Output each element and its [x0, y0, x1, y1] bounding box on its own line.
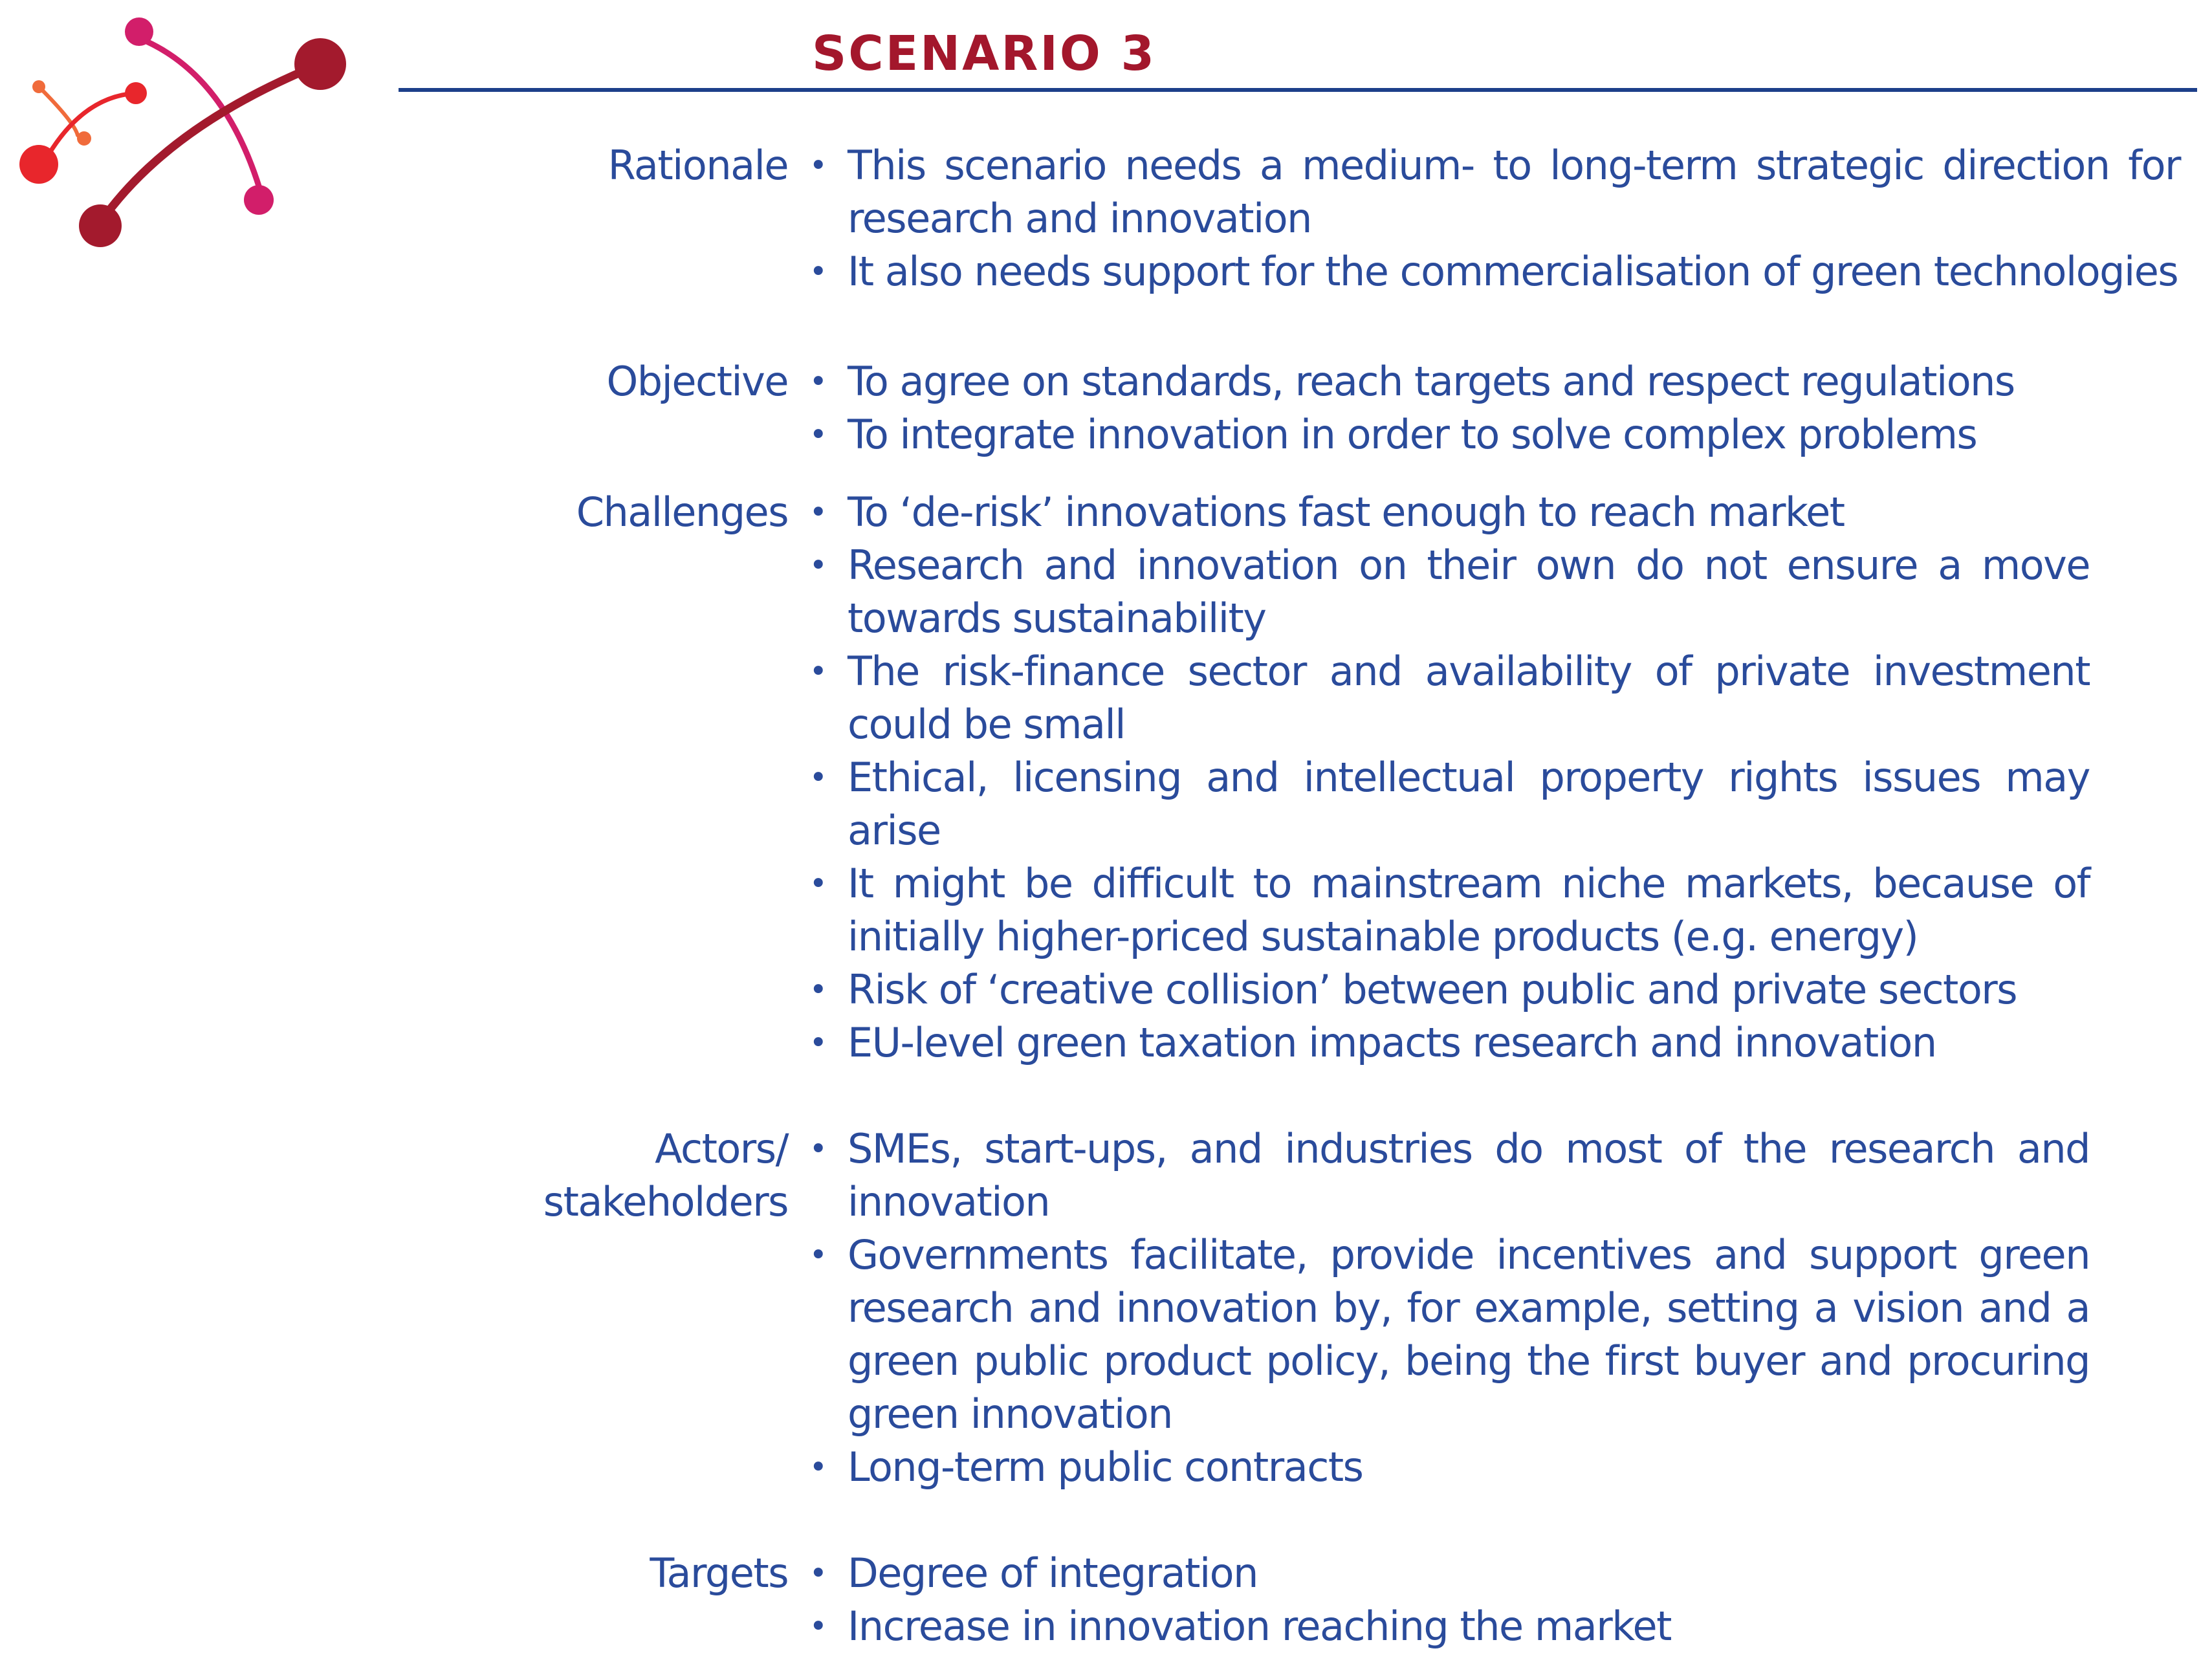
logo-arc-orange — [39, 87, 78, 135]
section-objective — [0, 355, 2212, 461]
bullet-icon: • — [809, 1025, 827, 1061]
item-list — [788, 1122, 2090, 1494]
bullet-icon: • — [809, 1555, 827, 1592]
list-item — [788, 1122, 2090, 1229]
section-label — [0, 486, 788, 539]
section-label-line: Challenges — [576, 488, 788, 536]
bullet-icon: • — [809, 364, 827, 400]
section-label — [0, 1122, 788, 1229]
list-item-text: SMEs, start-ups, and industries do most of the research and innovation — [848, 1125, 2090, 1225]
list-item-text: EU-level green taxation impacts research and innovation — [848, 1019, 1936, 1066]
list-item-text: It also needs support for the commercialisation of green technologies — [848, 248, 2178, 295]
bullet-icon: • — [809, 1131, 827, 1167]
list-item — [788, 1229, 2090, 1441]
bullet-icon: • — [809, 417, 827, 453]
list-item — [788, 857, 2090, 963]
bullet-icon: • — [809, 1237, 827, 1273]
bullet-icon: • — [809, 254, 827, 290]
item-list — [788, 486, 2090, 1069]
bullet-icon: • — [809, 1608, 827, 1645]
list-item — [788, 408, 2180, 461]
logo-dot-orange — [32, 80, 45, 93]
item-list — [788, 355, 2180, 461]
logo-dot-magenta-top — [125, 17, 153, 46]
list-item-text: Degree of integration — [848, 1549, 1258, 1597]
list-item-text: The risk-finance sector and availability of private investment could be small — [848, 648, 2090, 748]
section-label-line: Rationale — [608, 142, 788, 189]
list-item-text: Risk of ‘creative collision’ between public and private sectors — [848, 966, 2017, 1013]
bullet-icon: • — [809, 494, 827, 531]
list-item-text: Long-term public contracts — [848, 1443, 1363, 1491]
section-label-line: Actors/ — [655, 1125, 788, 1172]
bullet-icon: • — [809, 653, 827, 690]
list-item — [788, 486, 2090, 539]
logo-dot-dark-red-large — [294, 38, 346, 90]
bullet-icon: • — [809, 148, 827, 184]
section-actors-stakeholders — [0, 1122, 2212, 1494]
list-item — [788, 1016, 2090, 1069]
section-label — [0, 1547, 788, 1600]
section-targets — [0, 1547, 2212, 1653]
bullet-icon: • — [809, 1449, 827, 1485]
bullet-icon: • — [809, 547, 827, 584]
section-rationale — [0, 139, 2212, 298]
section-label — [0, 139, 788, 192]
list-item — [788, 1600, 2090, 1653]
list-item — [788, 1441, 2090, 1494]
section-label-line: stakeholders — [543, 1178, 788, 1225]
list-item-text: To integrate innovation in order to solve complex problems — [848, 411, 1977, 458]
list-item-text: This scenario needs a medium- to long-term strategic direction for research and innovation — [848, 142, 2180, 242]
list-item-text: Governments facilitate, provide incentives and support green research and innovation by, for example, setting a vision and a green public product policy, being the first buyer and procuring green innovation — [848, 1231, 2090, 1438]
section-challenges — [0, 486, 2212, 1069]
title-rule — [399, 88, 2197, 92]
section-label-line: Targets — [650, 1549, 788, 1597]
list-item — [788, 645, 2090, 751]
logo-dot-red-small — [125, 82, 147, 104]
list-item-text: Increase in innovation reaching the market — [848, 1603, 1671, 1650]
list-item — [788, 963, 2090, 1016]
section-label-line: Objective — [606, 358, 788, 405]
list-item-text: To agree on standards, reach targets and respect regulations — [848, 358, 2015, 405]
list-item — [788, 539, 2090, 645]
list-item-text: It might be difficult to mainstream niche markets, because of initially higher-priced sustainable products (e.g. energy) — [848, 860, 2090, 960]
list-item — [788, 1547, 2090, 1600]
list-item — [788, 245, 2180, 298]
list-item-text: Research and innovation on their own do not ensure a move towards sustainability — [848, 542, 2090, 642]
bullet-icon: • — [809, 760, 827, 796]
page-title: SCENARIO 3 — [812, 26, 1157, 82]
bullet-icon: • — [809, 972, 827, 1008]
list-item — [788, 139, 2180, 245]
item-list — [788, 139, 2180, 298]
bullet-icon: • — [809, 866, 827, 902]
item-list — [788, 1547, 2090, 1653]
list-item-text: Ethical, licensing and intellectual property rights issues may arise — [848, 754, 2090, 854]
scenario-content — [0, 139, 2212, 1653]
section-label — [0, 355, 788, 408]
list-item — [788, 751, 2090, 857]
list-item — [788, 355, 2180, 408]
list-item-text: To ‘de-risk’ innovations fast enough to reach market — [848, 488, 1845, 536]
